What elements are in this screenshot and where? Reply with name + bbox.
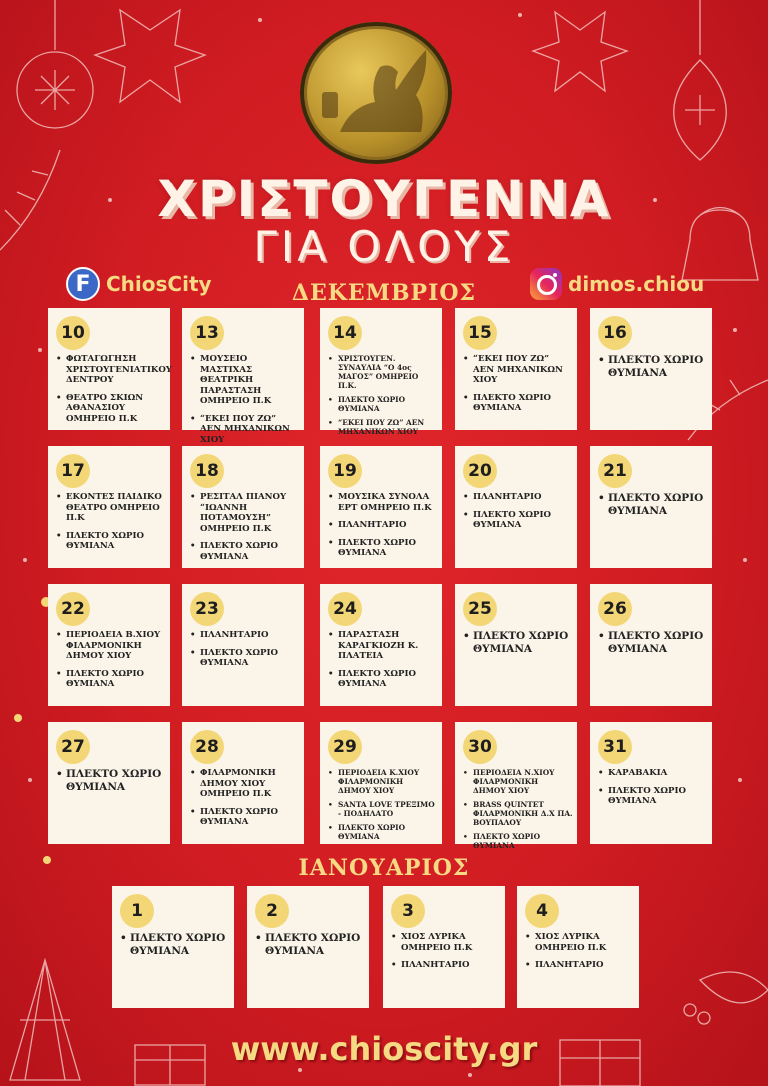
event-item: • BRASS QUINTET ΦΙΛΑΡΜΟΝΙΚΗ Δ.Χ ΠΑ. ΒΟΥΠΑΛΟΥ xyxy=(461,800,573,827)
day-card-january-2 xyxy=(247,886,369,1008)
event-list xyxy=(596,354,708,394)
day-number-badge: 29 xyxy=(328,730,362,764)
day-card-december-26 xyxy=(590,584,712,706)
event-list xyxy=(596,492,708,532)
month-january-heading: ΙΑΝΟΥΑΡΙΟΣ xyxy=(298,855,470,881)
event-item: • SANTA LOVE ΤΡΕΞΙΜΟ - ΠΟΔΗΛΑΤΟ xyxy=(326,800,438,818)
event-list xyxy=(523,932,635,978)
facebook-icon: F xyxy=(66,267,100,301)
title-for-everyone: ΓΙΑ ΟΛΟΥΣ xyxy=(253,222,515,271)
facebook-label: ChiosCity xyxy=(106,272,212,296)
event-item: • ΜΟΥΣΙΚΑ ΣΥΝΟΛΑ ΕΡΤ ΟΜΗΡΕΙΟ Π.Κ xyxy=(326,492,438,513)
day-number-badge: 19 xyxy=(328,454,362,488)
event-list xyxy=(326,492,438,566)
event-item: • ΠΛΕΚΤΟ ΧΩΡΙΟ ΘΥΜΙΑΝΑ xyxy=(326,538,438,559)
day-card-january-1 xyxy=(112,886,234,1008)
event-list xyxy=(54,768,166,808)
day-card-december-19 xyxy=(320,446,442,568)
event-item: • ΠΕΡΙΟΔΕΙΑ Κ.ΧΙΟΥ ΦΙΛΑΡΜΟΝΙΚΗ ΔΗΜΟΥ ΧΙΟΥ xyxy=(326,768,438,795)
day-card-december-22 xyxy=(48,584,170,706)
event-list xyxy=(54,354,172,431)
day-number-badge: 20 xyxy=(463,454,497,488)
event-list xyxy=(389,932,501,978)
day-number-badge: 23 xyxy=(190,592,224,626)
event-list xyxy=(461,354,573,421)
event-item: • ΦΩΤΑΓΩΓΗΣΗ ΧΡΙΣΤΟΥΓΕΝΙΑΤΙΚΟΥ ΔΕΝΤΡΟΥ xyxy=(54,354,166,386)
event-item: • ΠΛΑΝΗΤΑΡΙΟ xyxy=(523,960,635,971)
event-item: • ΠΛΕΚΤΟ ΧΩΡΙΟ ΘΥΜΙΑΝΑ xyxy=(253,932,365,958)
event-item: • ΠΛΕΚΤΟ ΧΩΡΙΟ ΘΥΜΙΑΝΑ xyxy=(326,395,438,413)
day-card-december-15 xyxy=(455,308,577,430)
day-card-december-23 xyxy=(182,584,304,706)
day-card-december-18 xyxy=(182,446,304,568)
day-number-badge: 1 xyxy=(120,894,154,928)
day-number-badge: 21 xyxy=(598,454,632,488)
sphinx-icon xyxy=(300,22,452,164)
event-item: • ΠΛΕΚΤΟ ΧΩΡΙΟ ΘΥΜΙΑΝΑ xyxy=(596,354,708,380)
day-number-badge: 15 xyxy=(463,316,497,350)
day-card-december-30 xyxy=(455,722,577,850)
title-christmas: ΧΡΙΣΤΟΥΓΕΝΝΑ xyxy=(157,170,611,228)
day-number-badge: 3 xyxy=(391,894,425,928)
event-item: • ΧΙΟΣ ΛΥΡΙΚΑ ΟΜΗΡΕΙΟ Π.Κ xyxy=(389,932,501,953)
day-number-badge: 24 xyxy=(328,592,362,626)
event-list xyxy=(461,630,573,670)
event-item: • ΠΕΡΙΟΔΕΙΑ Β.ΧΙΟΥ ΦΙΛΑΡΜΟΝΙΚΗ ΔΗΜΟΥ ΧΙΟΥ xyxy=(54,630,166,662)
day-number-badge: 17 xyxy=(56,454,90,488)
event-list xyxy=(461,492,573,538)
day-number-badge: 26 xyxy=(598,592,632,626)
event-item: • ΠΛΕΚΤΟ ΧΩΡΙΟ ΘΥΜΙΑΝΑ xyxy=(188,648,300,669)
day-number-badge: 28 xyxy=(190,730,224,764)
event-item: • ΧΙΟΣ ΛΥΡΙΚΑ ΟΜΗΡΕΙΟ Π.Κ xyxy=(523,932,635,953)
day-card-december-31 xyxy=(590,722,712,844)
day-card-january-4 xyxy=(517,886,639,1008)
day-card-december-27 xyxy=(48,722,170,844)
day-number-badge: 10 xyxy=(56,316,90,350)
day-card-december-25 xyxy=(455,584,577,706)
day-number-badge: 30 xyxy=(463,730,497,764)
event-item: • ΠΛΕΚΤΟ ΧΩΡΙΟ ΘΥΜΙΑΝΑ xyxy=(54,669,166,690)
event-item: • ΠΑΡΑΣΤΑΣΗ ΚΑΡΑΓΚΙΟΖΗ Κ. ΠΛΑΤΕΙΑ xyxy=(326,630,438,662)
instagram-label: dimos.chiou xyxy=(568,272,705,296)
event-item: • ΠΛΕΚΤΟ ΧΩΡΙΟ ΘΥΜΙΑΝΑ xyxy=(461,393,573,414)
event-item: • ΠΛΕΚΤΟ ΧΩΡΙΟ ΘΥΜΙΑΝΑ xyxy=(188,541,300,562)
day-card-december-13 xyxy=(182,308,304,445)
event-item: • ΠΛΕΚΤΟ ΧΩΡΙΟ ΘΥΜΙΑΝΑ xyxy=(54,768,166,794)
event-item: • ΠΛΕΚΤΟ ΧΩΡΙΟ ΘΥΜΙΑΝΑ xyxy=(596,630,708,656)
event-list xyxy=(54,630,166,697)
event-item: • ΠΛΕΚΤΟ ΧΩΡΙΟ ΘΥΜΙΑΝΑ xyxy=(118,932,230,958)
day-number-badge: 27 xyxy=(56,730,90,764)
day-card-december-24 xyxy=(320,584,442,706)
website-url[interactable]: www.chioscity.gr xyxy=(230,1030,538,1068)
event-list xyxy=(118,932,230,972)
event-item: • ΠΛΕΚΤΟ ΧΩΡΙΟ ΘΥΜΙΑΝΑ xyxy=(54,531,166,552)
event-item: • “ΕΚΕΙ ΠΟΥ ΖΩ” ΑΕΝ ΜΗΧΑΝΙΚΩΝ ΧΙΟΥ xyxy=(326,418,438,436)
day-number-badge: 31 xyxy=(598,730,632,764)
event-item: • ΠΛΕΚΤΟ ΧΩΡΙΟ ΘΥΜΙΑΝΑ xyxy=(596,492,708,518)
day-card-december-29 xyxy=(320,722,442,844)
event-item: • “ΕΚΕΙ ΠΟΥ ΖΩ” ΑΕΝ ΜΗΧΑΝΙΚΩΝ ΧΙΟΥ xyxy=(188,414,300,446)
event-list xyxy=(326,354,438,441)
day-number-badge: 25 xyxy=(463,592,497,626)
day-card-december-17 xyxy=(48,446,170,568)
event-list xyxy=(253,932,365,972)
event-item: • ΠΕΡΙΟΔΕΙΑ Ν.ΧΙΟΥ ΦΙΛΑΡΜΟΝΙΚΗ ΔΗΜΟΥ ΧΙΟΥ xyxy=(461,768,573,795)
event-item: • ΠΛΕΚΤΟ ΧΩΡΙΟ ΘΥΜΙΑΝΑ xyxy=(461,630,573,656)
event-item: • ΠΛΕΚΤΟ ΧΩΡΙΟ ΘΥΜΙΑΝΑ xyxy=(461,832,573,850)
event-item: • ΘΕΑΤΡΟ ΣΚΙΩΝ ΑΘΑΝΑΣΙΟΥ ΟΜΗΡΕΙΟ Π.Κ xyxy=(54,393,166,425)
day-card-december-10 xyxy=(48,308,170,430)
day-number-badge: 18 xyxy=(190,454,224,488)
day-card-december-16 xyxy=(590,308,712,430)
event-item: • ΠΛΕΚΤΟ ΧΩΡΙΟ ΘΥΜΙΑΝΑ xyxy=(461,510,573,531)
day-card-december-28 xyxy=(182,722,304,844)
day-card-december-21 xyxy=(590,446,712,568)
event-list xyxy=(188,354,300,452)
day-number-badge: 2 xyxy=(255,894,289,928)
event-list xyxy=(188,630,300,676)
day-number-badge: 22 xyxy=(56,592,90,626)
event-list xyxy=(596,768,708,814)
event-item: • ΠΛΕΚΤΟ ΧΩΡΙΟ ΘΥΜΙΑΝΑ xyxy=(596,786,708,807)
month-december-heading: ΔΕΚΕΜΒΡΙΟΣ xyxy=(291,280,477,306)
day-number-badge: 16 xyxy=(598,316,632,350)
event-item: • ΠΛΑΝΗΤΑΡΙΟ xyxy=(326,520,438,531)
event-list xyxy=(326,768,438,846)
event-list xyxy=(461,768,573,855)
event-list xyxy=(596,630,708,670)
event-item: • “ΕΚΕΙ ΠΟΥ ΖΩ” ΑΕΝ ΜΗΧΑΝΙΚΩΝ ΧΙΟΥ xyxy=(461,354,573,386)
day-number-badge: 13 xyxy=(190,316,224,350)
event-list xyxy=(326,630,438,697)
event-item: • ΡΕΣΙΤΑΛ ΠΙΑΝΟΥ “ΙΩΑΝΝΗ ΠΟΤΑΜΟΥΣΗ” ΟΜΗΡΕΙΟ Π.Κ xyxy=(188,492,300,534)
event-item: • ΠΛΑΝΗΤΑΡΙΟ xyxy=(461,492,573,503)
event-item: • ΠΛΕΚΤΟ ΧΩΡΙΟ ΘΥΜΙΑΝΑ xyxy=(188,807,300,828)
event-item: • ΠΛΕΚΤΟ ΧΩΡΙΟ ΘΥΜΙΑΝΑ xyxy=(326,823,438,841)
event-list xyxy=(188,768,300,835)
event-item: • ΦΙΛΑΡΜΟΝΙΚΗ ΔΗΜΟΥ ΧΙΟΥ ΟΜΗΡΕΙΟ Π.Κ xyxy=(188,768,300,800)
event-list xyxy=(188,492,300,569)
day-card-january-3 xyxy=(383,886,505,1008)
event-item: • ΠΛΑΝΗΤΑΡΙΟ xyxy=(389,960,501,971)
event-item: • ΧΡΙΣΤΟΥΓΕΝ. ΣΥΝΑΥΛΙΑ “Ο 4ος ΜΑΓΟΣ” ΟΜΗΡΕΙΟ Π.Κ. xyxy=(326,354,438,390)
day-card-december-20 xyxy=(455,446,577,568)
event-item: • ΠΛΑΝΗΤΑΡΙΟ xyxy=(188,630,300,641)
event-item: • ΕΚΟΝΤΕΣ ΠΑΙΔΙΚΟ ΘΕΑΤΡΟ ΟΜΗΡΕΙΟ Π.Κ xyxy=(54,492,166,524)
event-list xyxy=(54,492,166,559)
event-item: • ΠΛΕΚΤΟ ΧΩΡΙΟ ΘΥΜΙΑΝΑ xyxy=(326,669,438,690)
day-number-badge: 4 xyxy=(525,894,559,928)
day-card-december-14 xyxy=(320,308,442,436)
event-item: • ΜΟΥΣΕΙΟ ΜΑΣΤΙΧΑΣ ΘΕΑΤΡΙΚΗ ΠΑΡΑΣΤΑΣΗ ΟΜΗΡΕΙΟ Π.Κ xyxy=(188,354,300,407)
event-item: • ΚΑΡΑΒΑΚΙΑ xyxy=(596,768,708,779)
day-number-badge: 14 xyxy=(328,316,362,350)
ancient-coin-sphinx-emblem xyxy=(300,22,452,164)
